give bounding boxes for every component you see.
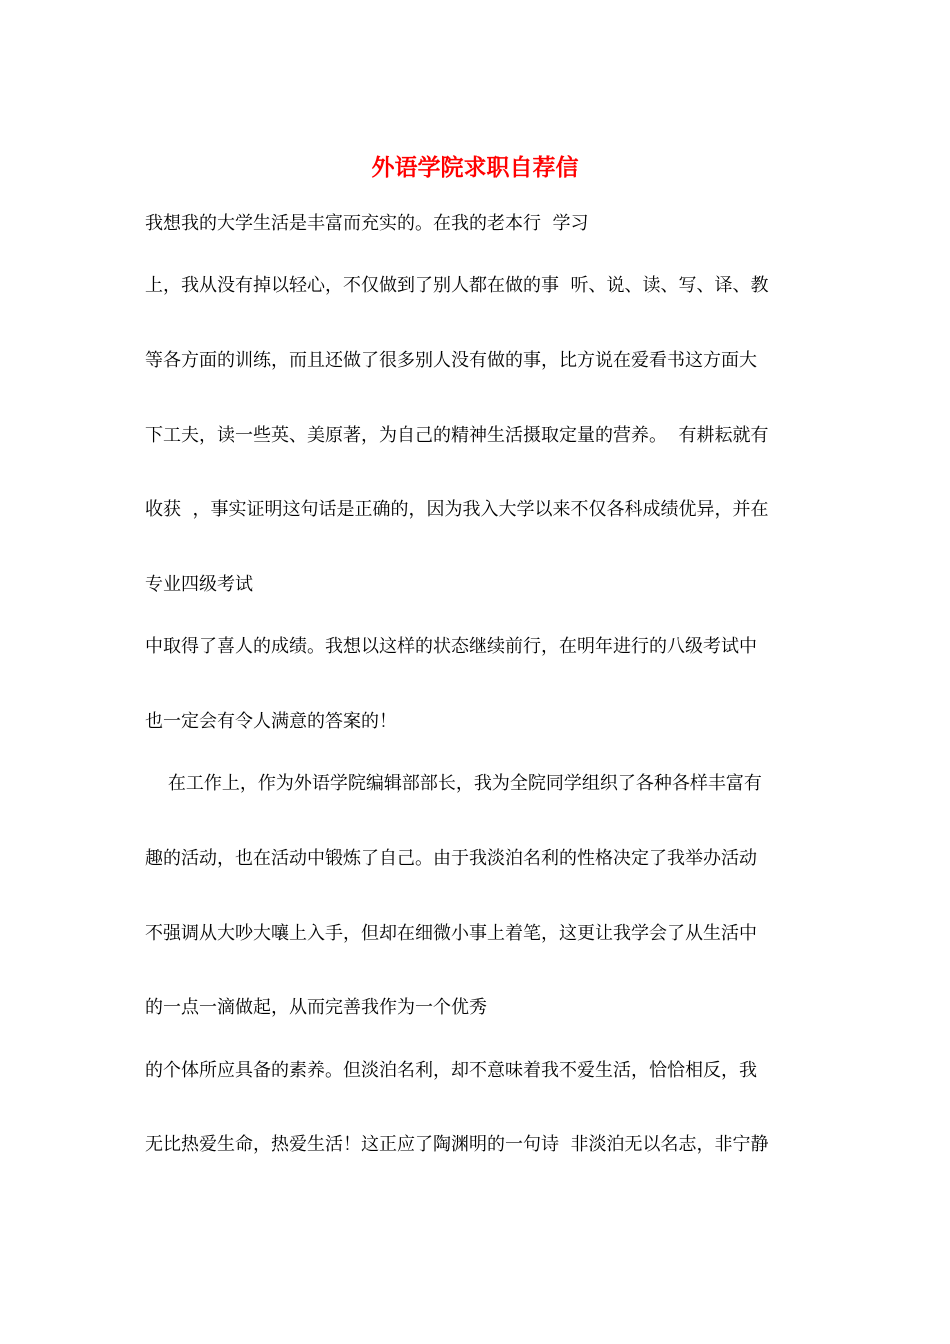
paragraph-line: 趣的活动，也在活动中锻炼了自己。由于我淡泊名利的性格决定了我举办活动 [145,848,757,869]
paragraph-line: 的一点一滴做起，从而完善我作为一个优秀 [145,997,487,1018]
paragraph-line: 等各方面的训练，而且还做了很多别人没有做的事，比方说在爱看书这方面大 [145,350,757,371]
paragraph-line: 无比热爱生命，热爱生活！这正应了陶渊明的一句诗 非淡泊无以名志，非宁静 [145,1134,769,1155]
paragraph-line: 上，我从没有掉以轻心，不仅做到了别人都在做的事 听、说、读、写、译、教 [145,275,769,296]
paragraph-line: 中取得了喜人的成绩。我想以这样的状态继续前行，在明年进行的八级考试中 [145,636,757,657]
document-title: 外语学院求职自荐信 [371,154,579,181]
paragraph-line: 的个体所应具备的素养。但淡泊名利，却不意味着我不爱生活，恰恰相反，我 [145,1060,757,1081]
paragraph-line: 下工夫，读一些英、美原著，为自己的精神生活摄取定量的营养。 有耕耘就有 [145,425,769,446]
paragraph-line: 我想我的大学生活是丰富而充实的。在我的老本行 学习 [145,213,589,234]
paragraph-line: 在工作上，作为外语学院编辑部部长，我为全院同学组织了各种各样丰富有 [145,773,762,794]
paragraph-line: 不强调从大吵大嚷上入手，但却在细微小事上着笔，这更让我学会了从生活中 [145,923,757,944]
paragraph-line: 收获 ，事实证明这句话是正确的，因为我入大学以来不仅各科成绩优异，并在 [145,499,769,520]
paragraph-line: 也一定会有令人满意的答案的！ [145,711,397,732]
paragraph-line: 专业四级考试 [145,574,253,595]
